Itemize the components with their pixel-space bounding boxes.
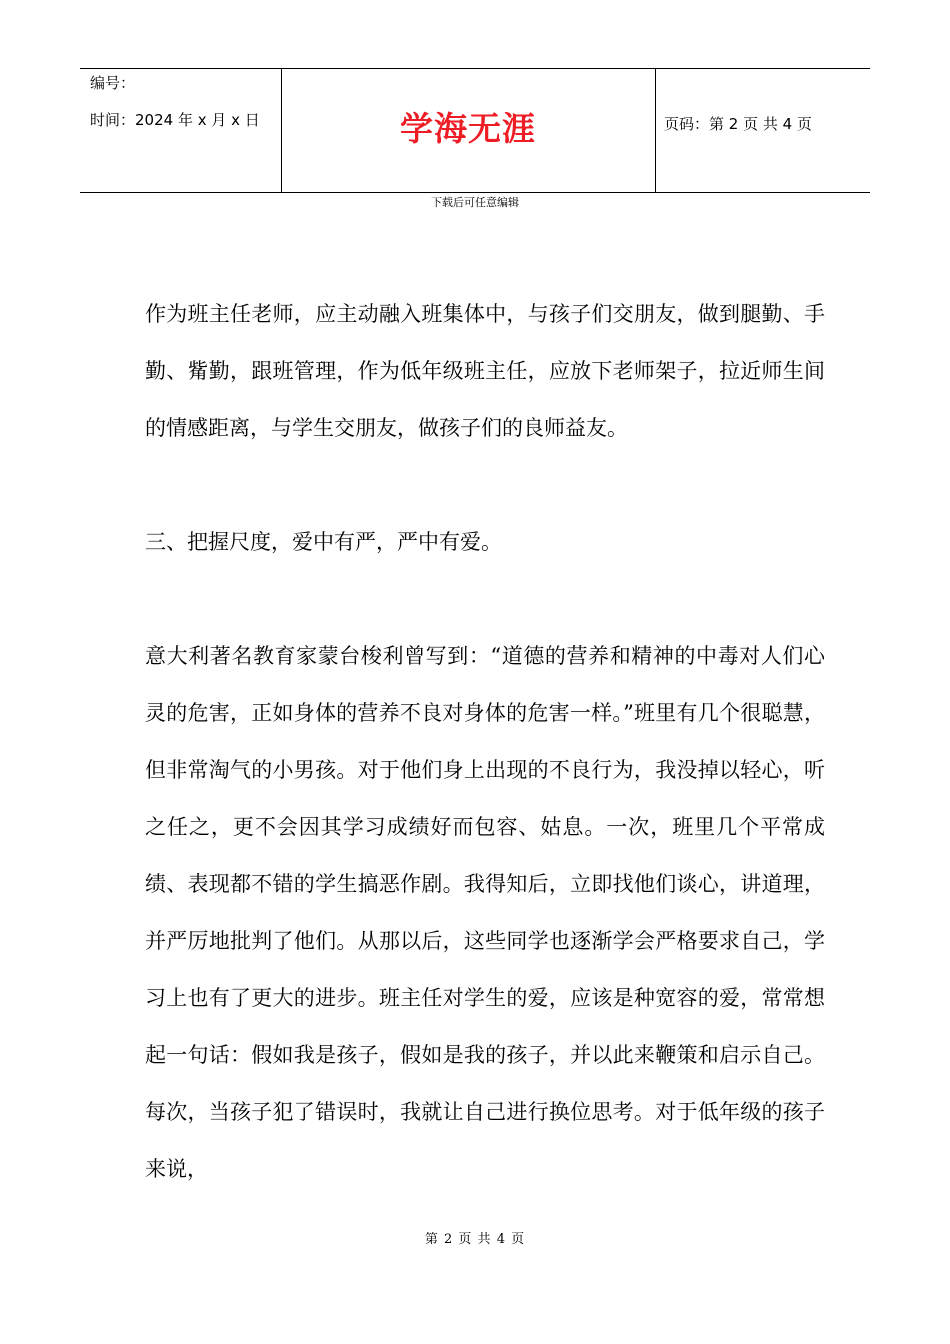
page-number-label: 页码：第 2 页 共 4 页 <box>664 115 812 133</box>
brand-title: 学海无涯 <box>400 109 536 148</box>
editable-note: 下载后可任意编辑 <box>431 196 519 209</box>
paragraph: 作为班主任老师，应主动融入班集体中，与孩子们交朋友，做到腿勤、手勤、觜勤，跟班管理，作为低年级班主任，应放下老师架子，拉近师生间的情感距离，与学生交朋友，做孩子们的良师益友。 <box>145 302 825 440</box>
serial-number-label: 编号： <box>90 74 136 92</box>
document-header <box>80 68 870 193</box>
section-heading: 三、把握尺度，爱中有严，严中有爱。 <box>145 530 502 554</box>
paragraph: 意大利著名教育家蒙台梭利曾写到：“道德的营养和精神的中毒对人们心灵的危害，正如身体的营养不良对身体的危害一样。”班里有几个很聪慧，但非常淘气的小男孩。对于他们身上出现的不良行为，我没掉以轻心，听之任之，更不会因其学习成绩好而包容、姑息。一次，班里几个平常成绩、表现都不错的学生搞恶作剧。我得知后，立即找他们谈心，讲道理，并严厉地批判了他们。从那以后，这些同学也逐渐学会严格要求自己，学习上也有了更大的进步。班主任对学生的爱，应该是种宽容的爱，常常想起一句话：假如我是孩子，假如是我的孩子，并以此来鞭策和启示自己。每次，当孩子犯了错误时，我就让自己进行换位思考。对于低年级的孩子来说， <box>145 644 825 1181</box>
date-label: 时间：2024 年 x 月 x 日 <box>90 111 260 129</box>
header-page-cell <box>656 69 870 192</box>
header-brand-cell <box>281 69 656 192</box>
header-info-cell <box>80 69 282 192</box>
page-footer: 第 2 页 共 4 页 <box>424 1232 526 1247</box>
